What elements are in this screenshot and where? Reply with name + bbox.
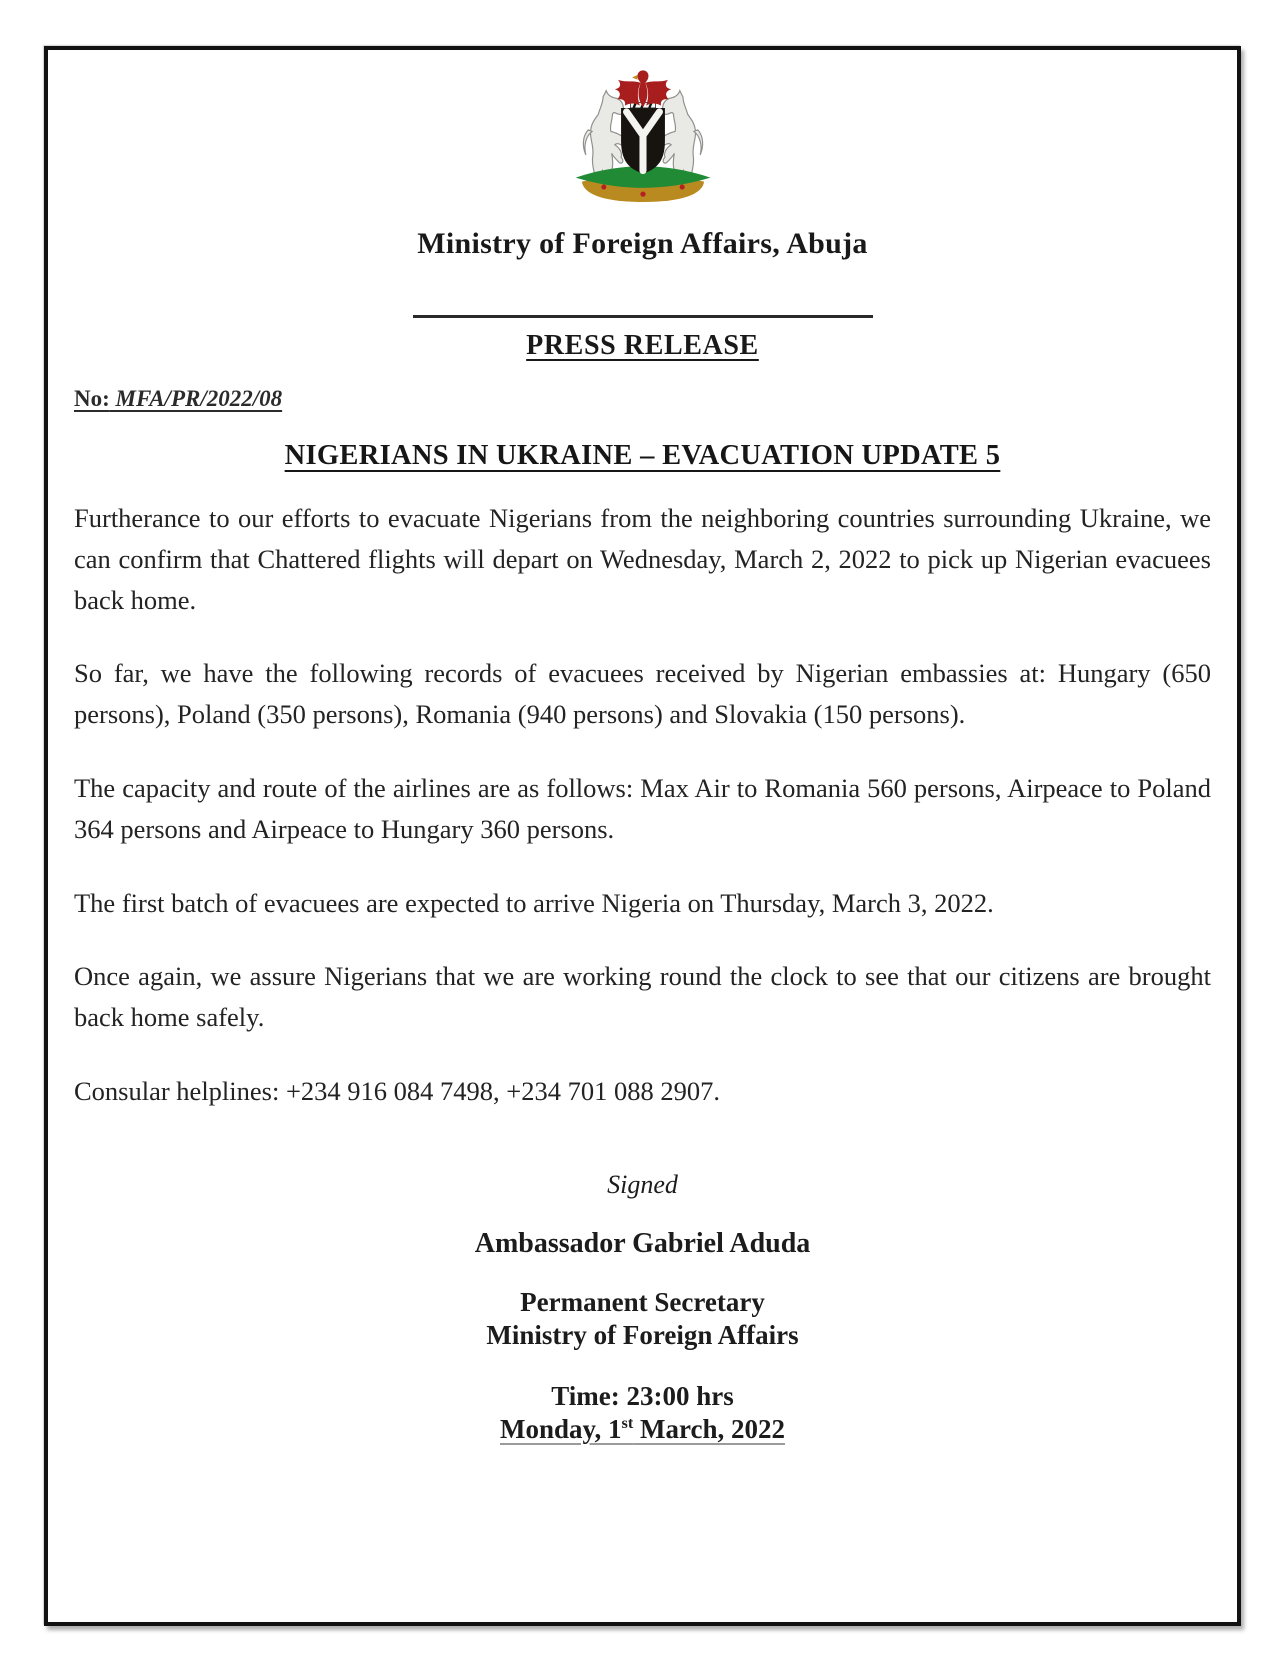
divider-line <box>413 315 873 318</box>
release-body <box>74 498 1211 1112</box>
paragraph-furtherance: Furtherance to our efforts to evacuate Nigerians from the neighboring countries surrounding Ukraine, we can confirm that Chattered flights will depart on Wednesday, March 2, 2022 to pick up Nigerian evacuees back home. <box>74 503 1211 615</box>
release-time: Time: 23:00 hrs <box>551 1380 734 1411</box>
reference-label: No: <box>74 386 110 411</box>
eagle-beak <box>632 75 637 80</box>
signer-name: Ambassador Gabriel Aduda <box>474 1227 811 1259</box>
reference-value: MFA/PR/2022/08 <box>109 386 283 411</box>
nigeria-coat-of-arms-icon <box>549 64 737 213</box>
doc-type-heading: PRESS RELEASE <box>526 330 759 361</box>
release-date-ordinal: st <box>621 1413 634 1432</box>
release-date <box>74 1413 1211 1446</box>
flower-dot <box>601 185 606 190</box>
release-title: NIGERIANS IN UKRAINE – EVACUATION UPDATE 5 <box>284 440 1001 471</box>
release-date-suffix: March, 2022 <box>633 1413 785 1444</box>
paragraph-evacuee-records: So far, we have the following records of evacuees received by Nigerian embassies at: Hungary (650 persons), Poland (350 persons), Romania (940 persons) and Slovakia (150 persons). <box>74 658 1211 730</box>
signer-role <box>74 1286 1211 1352</box>
eagle-icon <box>614 70 670 107</box>
signed-label: Signed <box>607 1169 678 1199</box>
signature-block <box>74 1170 1211 1446</box>
document-crest <box>74 64 1211 213</box>
flower-dot <box>679 185 684 190</box>
signer-role-org: Ministry of Foreign Affairs <box>486 1319 799 1350</box>
signer-role-title: Permanent Secretary <box>520 1286 765 1317</box>
release-datetime <box>74 1380 1211 1446</box>
paragraph-first-batch: The first batch of evacuees are expected to arrive Nigeria on Thursday, March 3, 2022. <box>74 887 994 918</box>
release-date-prefix: Monday, 1 <box>500 1413 622 1444</box>
ministry-name: Ministry of Foreign Affairs, Abuja <box>417 227 868 260</box>
flower-dot <box>640 191 645 196</box>
paragraph-helplines: Consular helplines: +234 916 084 7498, +234 701 088 2907. <box>74 1075 720 1106</box>
paragraph-airline-capacity: The capacity and route of the airlines are as follows: Max Air to Romania 560 persons, Airpeace to Poland 364 persons and Airpeace to Hungary 360 persons. <box>74 772 1211 844</box>
paragraph-assurance: Once again, we assure Nigerians that we are working round the clock to see that our citizens are brought back home safely. <box>74 961 1211 1033</box>
reference-number <box>74 386 1211 412</box>
press-release-document <box>44 46 1241 1626</box>
